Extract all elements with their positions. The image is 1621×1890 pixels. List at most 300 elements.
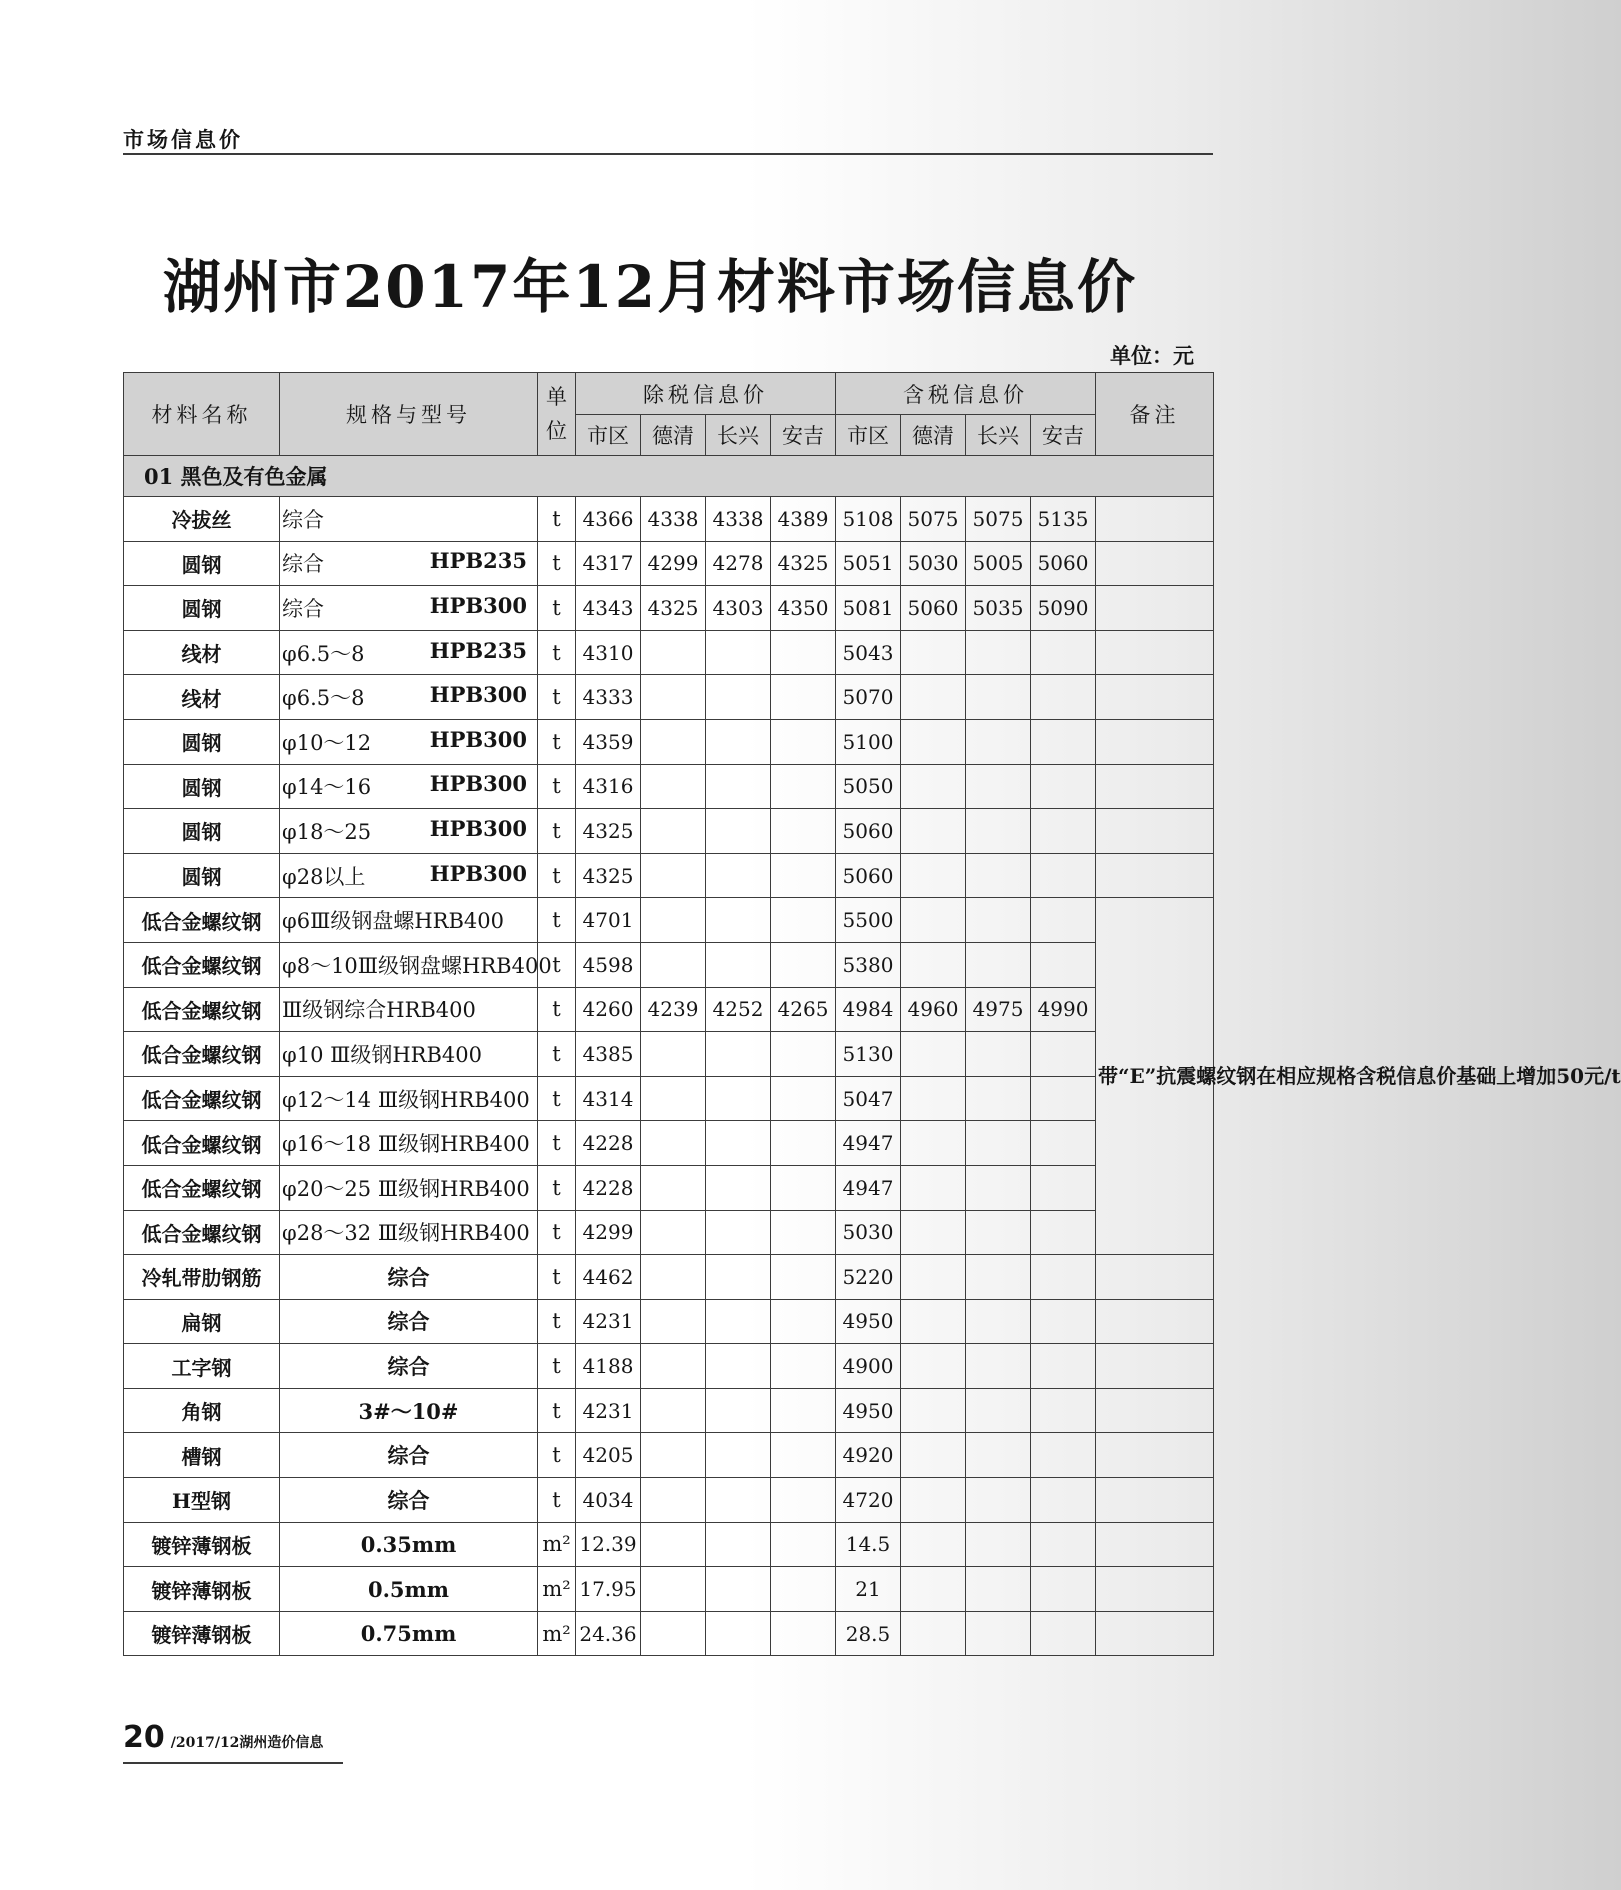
spec-text: φ10 Ⅲ级钢HRB400 — [282, 1042, 482, 1067]
ex-tax-price: 4325 — [641, 586, 706, 631]
footer-rule — [123, 1762, 343, 1764]
ex-tax-price: 24.36 — [576, 1611, 641, 1656]
unit-cell: t — [538, 809, 576, 854]
inc-tax-price — [1031, 1611, 1096, 1656]
table-row — [124, 1611, 1214, 1656]
table-row — [124, 630, 1214, 675]
spec-cell — [280, 898, 538, 943]
table-row — [124, 942, 1214, 987]
ex-tax-price — [771, 1388, 836, 1433]
inc-tax-price — [966, 1121, 1031, 1166]
ex-tax-price: 4239 — [641, 987, 706, 1032]
spec-cell — [280, 586, 538, 631]
material-name: 圆钢 — [124, 719, 280, 764]
inc-tax-price — [1031, 942, 1096, 987]
ex-tax-price: 4325 — [576, 853, 641, 898]
inc-tax-price — [901, 898, 966, 943]
inc-tax-price — [901, 630, 966, 675]
inc-tax-price — [1031, 1478, 1096, 1523]
unit-cell: m² — [538, 1522, 576, 1567]
spec-cell — [280, 675, 538, 720]
inc-tax-price — [901, 1611, 966, 1656]
inc-tax-price: 4920 — [836, 1433, 901, 1478]
ex-tax-price — [641, 1255, 706, 1300]
ex-tax-price — [641, 1344, 706, 1389]
col-header-region: 德清 — [641, 415, 706, 456]
inc-tax-price: 21 — [836, 1567, 901, 1612]
inc-tax-price — [966, 719, 1031, 764]
ex-tax-price — [641, 1478, 706, 1523]
steel-grade: HPB300 — [429, 815, 527, 841]
inc-tax-price: 5047 — [836, 1076, 901, 1121]
ex-tax-price — [706, 809, 771, 854]
ex-tax-price — [771, 1076, 836, 1121]
spec-text: 综合 — [282, 507, 324, 532]
inc-tax-price — [1031, 1210, 1096, 1255]
spec-text: 0.35mm — [360, 1531, 457, 1557]
inc-tax-price — [901, 942, 966, 987]
spec-cell — [280, 1433, 538, 1478]
inc-tax-price — [966, 1611, 1031, 1656]
table-row — [124, 1344, 1214, 1389]
inc-tax-price — [1031, 675, 1096, 720]
inc-tax-price: 5030 — [836, 1210, 901, 1255]
spec-text: φ28～32 Ⅲ级钢HRB400 — [282, 1221, 530, 1246]
inc-tax-price — [1031, 853, 1096, 898]
ex-tax-price — [771, 630, 836, 675]
steel-grade: HPB300 — [429, 682, 527, 708]
note-cell-empty — [1096, 1611, 1214, 1656]
table-row — [124, 1032, 1214, 1077]
ex-tax-price — [771, 675, 836, 720]
table-row — [124, 719, 1214, 764]
col-header-region: 安吉 — [771, 415, 836, 456]
inc-tax-price — [901, 1121, 966, 1166]
table-row — [124, 898, 1214, 943]
ex-tax-price — [706, 1210, 771, 1255]
material-name: 圆钢 — [124, 541, 280, 586]
material-name: 镀锌薄钢板 — [124, 1611, 280, 1656]
ex-tax-price — [771, 942, 836, 987]
ex-tax-price: 4228 — [576, 1121, 641, 1166]
unit-cell: t — [538, 1076, 576, 1121]
unit-cell: t — [538, 942, 576, 987]
material-name: 圆钢 — [124, 809, 280, 854]
spec-text: φ18～25 — [282, 819, 372, 844]
material-name: 冷拔丝 — [124, 497, 280, 542]
table-row — [124, 1210, 1214, 1255]
steel-grade: HPB300 — [429, 592, 527, 618]
inc-tax-price: 5500 — [836, 898, 901, 943]
unit-cell: t — [538, 1032, 576, 1077]
table-row — [124, 541, 1214, 586]
table-row — [124, 764, 1214, 809]
unit-cell: t — [538, 497, 576, 542]
ex-tax-price: 4299 — [641, 541, 706, 586]
inc-tax-price — [966, 898, 1031, 943]
col-header-region: 德清 — [901, 415, 966, 456]
spec-cell — [280, 1121, 538, 1166]
note-cell-empty — [1096, 1299, 1214, 1344]
col-header-spec: 规格与型号 — [280, 373, 538, 456]
material-name: 低合金螺纹钢 — [124, 987, 280, 1032]
ex-tax-price — [706, 1567, 771, 1612]
ex-tax-price — [706, 1344, 771, 1389]
material-name: 低合金螺纹钢 — [124, 1076, 280, 1121]
material-name: 圆钢 — [124, 853, 280, 898]
spec-text: 综合 — [282, 552, 324, 577]
col-header-unit: 单位 — [538, 373, 576, 456]
ex-tax-price: 4252 — [706, 987, 771, 1032]
inc-tax-price — [1031, 1255, 1096, 1300]
material-name: 低合金螺纹钢 — [124, 1032, 280, 1077]
inc-tax-price — [1031, 1299, 1096, 1344]
ex-tax-price — [641, 942, 706, 987]
ex-tax-price — [641, 1567, 706, 1612]
ex-tax-price — [771, 1121, 836, 1166]
ex-tax-price: 4231 — [576, 1299, 641, 1344]
ex-tax-price — [706, 1478, 771, 1523]
inc-tax-price: 5135 — [1031, 497, 1096, 542]
ex-tax-price — [706, 942, 771, 987]
steel-grade: HPB235 — [429, 637, 527, 663]
note-cell-empty — [1096, 1478, 1214, 1523]
inc-tax-price — [1031, 1032, 1096, 1077]
ex-tax-price — [771, 1210, 836, 1255]
ex-tax-price — [771, 1255, 836, 1300]
ex-tax-price — [771, 764, 836, 809]
unit-cell: m² — [538, 1567, 576, 1612]
ex-tax-price — [771, 1032, 836, 1077]
inc-tax-price — [901, 853, 966, 898]
spec-text: 综合 — [387, 1264, 430, 1290]
note-cell-empty — [1096, 719, 1214, 764]
inc-tax-price — [901, 1076, 966, 1121]
note-cell-empty — [1096, 1433, 1214, 1478]
ex-tax-price: 4333 — [576, 675, 641, 720]
spec-cell — [280, 764, 538, 809]
spec-text: 综合 — [387, 1487, 430, 1513]
inc-tax-price — [966, 1165, 1031, 1210]
spec-text: φ6Ⅲ级钢盘螺HRB400 — [282, 909, 504, 934]
inc-tax-price — [966, 1299, 1031, 1344]
material-name: 线材 — [124, 630, 280, 675]
table-row — [124, 1433, 1214, 1478]
ex-tax-price — [706, 764, 771, 809]
spec-text: 综合 — [282, 596, 324, 621]
ex-tax-price: 4299 — [576, 1210, 641, 1255]
ex-tax-price: 4317 — [576, 541, 641, 586]
ex-tax-price — [641, 675, 706, 720]
ex-tax-price — [771, 1522, 836, 1567]
section-label: 市场信息价 — [123, 127, 243, 152]
material-name: 扁钢 — [124, 1299, 280, 1344]
table-row — [124, 1567, 1214, 1612]
inc-tax-price — [1031, 719, 1096, 764]
ex-tax-price — [641, 1032, 706, 1077]
note-cell-empty — [1096, 1388, 1214, 1433]
note-cell-empty — [1096, 675, 1214, 720]
table-row — [124, 987, 1214, 1032]
inc-tax-price: 5060 — [901, 586, 966, 631]
spec-cell — [280, 630, 538, 675]
ex-tax-price — [641, 1076, 706, 1121]
inc-tax-price — [1031, 1522, 1096, 1567]
inc-tax-price — [1031, 1433, 1096, 1478]
ex-tax-price: 4350 — [771, 586, 836, 631]
inc-tax-price: 5043 — [836, 630, 901, 675]
inc-tax-price: 5005 — [966, 541, 1031, 586]
inc-tax-price: 4975 — [966, 987, 1031, 1032]
inc-tax-price — [966, 1388, 1031, 1433]
spec-text: φ14～16 — [282, 775, 372, 800]
inc-tax-price — [1031, 1165, 1096, 1210]
inc-tax-price: 5380 — [836, 942, 901, 987]
ex-tax-price — [706, 719, 771, 764]
material-name: 低合金螺纹钢 — [124, 1121, 280, 1166]
inc-tax-price — [901, 1344, 966, 1389]
ex-tax-price — [706, 1611, 771, 1656]
table-row — [124, 1255, 1214, 1300]
publication-name: /2017/12湖州造价信息 — [170, 1735, 324, 1751]
unit-cell: t — [538, 586, 576, 631]
unit-label: 单位：元 — [1110, 343, 1194, 368]
material-name: 工字钢 — [124, 1344, 280, 1389]
ex-tax-price — [706, 1388, 771, 1433]
ex-tax-price: 4265 — [771, 987, 836, 1032]
ex-tax-price — [706, 853, 771, 898]
steel-grade: HPB300 — [429, 726, 527, 752]
inc-tax-price: 5060 — [1031, 541, 1096, 586]
page-title: 湖州市2017年12月材料市场信息价 — [162, 253, 1138, 321]
inc-tax-price — [1031, 1567, 1096, 1612]
inc-tax-price — [1031, 1344, 1096, 1389]
inc-tax-price: 5081 — [836, 586, 901, 631]
ex-tax-price — [706, 675, 771, 720]
ex-tax-price — [706, 1121, 771, 1166]
unit-cell: m² — [538, 1611, 576, 1656]
ex-tax-price — [771, 809, 836, 854]
inc-tax-price — [966, 764, 1031, 809]
spec-cell — [280, 942, 552, 987]
inc-tax-price: 5051 — [836, 541, 901, 586]
ex-tax-price — [641, 1433, 706, 1478]
ex-tax-price: 4366 — [576, 497, 641, 542]
inc-tax-price — [901, 1032, 966, 1077]
ex-tax-price — [641, 764, 706, 809]
inc-tax-price: 4947 — [836, 1165, 901, 1210]
note-cell-empty — [1096, 764, 1214, 809]
inc-tax-price — [901, 1433, 966, 1478]
unit-cell: t — [538, 1121, 576, 1166]
ex-tax-price: 4034 — [576, 1478, 641, 1523]
ex-tax-price — [641, 898, 706, 943]
spec-text: 综合 — [387, 1309, 430, 1335]
inc-tax-price — [901, 1567, 966, 1612]
inc-tax-price: 4990 — [1031, 987, 1096, 1032]
col-header-region: 长兴 — [966, 415, 1031, 456]
spec-cell — [280, 497, 538, 542]
ex-tax-price — [706, 630, 771, 675]
inc-tax-price — [966, 942, 1031, 987]
inc-tax-price — [901, 1522, 966, 1567]
ex-tax-price — [771, 1433, 836, 1478]
inc-tax-price — [966, 1210, 1031, 1255]
material-name: 低合金螺纹钢 — [124, 942, 280, 987]
inc-tax-price — [966, 1344, 1031, 1389]
col-header-region: 长兴 — [706, 415, 771, 456]
inc-tax-price: 14.5 — [836, 1522, 901, 1567]
spec-text: φ10～12 — [282, 730, 372, 755]
inc-tax-price: 5220 — [836, 1255, 901, 1300]
note-cell-empty — [1096, 586, 1214, 631]
inc-tax-price: 5090 — [1031, 586, 1096, 631]
material-name: 槽钢 — [124, 1433, 280, 1478]
ex-tax-price: 4359 — [576, 719, 641, 764]
ex-tax-price: 4385 — [576, 1032, 641, 1077]
inc-tax-price — [901, 1210, 966, 1255]
ex-tax-price: 4389 — [771, 497, 836, 542]
spec-cell — [280, 1567, 538, 1612]
ex-tax-price: 4303 — [706, 586, 771, 631]
inc-tax-price — [966, 1478, 1031, 1523]
spec-text: φ20～25 Ⅲ级钢HRB400 — [282, 1176, 530, 1201]
inc-tax-price — [901, 675, 966, 720]
col-header-note: 备注 — [1096, 373, 1214, 456]
table-row — [124, 1478, 1214, 1523]
ex-tax-price: 4343 — [576, 586, 641, 631]
material-name: H型钢 — [124, 1478, 280, 1523]
steel-grade: HPB300 — [429, 771, 527, 797]
inc-tax-price — [1031, 764, 1096, 809]
ex-tax-price — [771, 1299, 836, 1344]
unit-cell: t — [538, 1344, 576, 1389]
inc-tax-price: 5108 — [836, 497, 901, 542]
note-cell-empty — [1096, 853, 1214, 898]
inc-tax-price — [966, 630, 1031, 675]
spec-cell — [280, 541, 538, 586]
table-row — [124, 1121, 1214, 1166]
price-table — [123, 372, 1621, 1656]
ex-tax-price: 4314 — [576, 1076, 641, 1121]
spec-text: φ6.5～8 — [282, 686, 365, 711]
spec-text: 0.5mm — [368, 1576, 449, 1602]
ex-tax-price — [706, 1032, 771, 1077]
inc-tax-price: 5060 — [836, 809, 901, 854]
spec-cell — [280, 1165, 538, 1210]
inc-tax-price: 5100 — [836, 719, 901, 764]
unit-cell: t — [538, 1210, 576, 1255]
ex-tax-price: 4462 — [576, 1255, 641, 1300]
inc-tax-price: 4947 — [836, 1121, 901, 1166]
ex-tax-price — [641, 630, 706, 675]
spec-text: φ28以上 — [282, 864, 366, 889]
ex-tax-price: 4598 — [576, 942, 641, 987]
ex-tax-price — [641, 1165, 706, 1210]
col-header-inc-tax: 含税信息价 — [836, 373, 1096, 415]
spec-cell — [280, 853, 538, 898]
table-row — [124, 675, 1214, 720]
material-name: 镀锌薄钢板 — [124, 1567, 280, 1612]
inc-tax-price — [1031, 630, 1096, 675]
inc-tax-price — [966, 853, 1031, 898]
spec-text: 综合 — [387, 1354, 430, 1380]
spec-cell — [280, 1388, 538, 1433]
ex-tax-price — [641, 1121, 706, 1166]
ex-tax-price — [706, 1076, 771, 1121]
table-row — [124, 1076, 1214, 1121]
spec-cell — [280, 809, 538, 854]
ex-tax-price: 4260 — [576, 987, 641, 1032]
spec-cell — [280, 1344, 538, 1389]
ex-tax-price — [771, 1344, 836, 1389]
note-cell-empty — [1096, 630, 1214, 675]
spec-cell — [280, 1611, 538, 1656]
steel-grade: HPB300 — [429, 860, 527, 886]
unit-cell: t — [538, 1299, 576, 1344]
inc-tax-price — [1031, 1076, 1096, 1121]
note-cell: 带“E”抗震螺纹钢在相应规格含税信息价基础上增加50元/t — [1096, 898, 1214, 1255]
col-header-region: 安吉 — [1031, 415, 1096, 456]
inc-tax-price: 5075 — [901, 497, 966, 542]
inc-tax-price — [966, 1433, 1031, 1478]
ex-tax-price — [771, 853, 836, 898]
ex-tax-price: 4228 — [576, 1165, 641, 1210]
material-name: 低合金螺纹钢 — [124, 1210, 280, 1255]
spec-cell — [280, 1032, 538, 1077]
inc-tax-price: 5030 — [901, 541, 966, 586]
unit-cell: t — [538, 987, 576, 1032]
spec-text: φ8～10Ⅲ级钢盘螺HRB400 — [282, 953, 552, 978]
inc-tax-price — [901, 719, 966, 764]
ex-tax-price — [641, 1210, 706, 1255]
ex-tax-price — [706, 1433, 771, 1478]
inc-tax-price — [966, 1076, 1031, 1121]
ex-tax-price — [641, 853, 706, 898]
inc-tax-price — [966, 809, 1031, 854]
ex-tax-price: 4701 — [576, 898, 641, 943]
spec-text: φ6.5～8 — [282, 641, 365, 666]
ex-tax-price: 4325 — [771, 541, 836, 586]
inc-tax-price: 5050 — [836, 764, 901, 809]
inc-tax-price — [901, 1388, 966, 1433]
unit-cell: t — [538, 719, 576, 764]
note-cell-empty — [1096, 1567, 1214, 1612]
spec-cell — [280, 1478, 538, 1523]
unit-cell: t — [538, 1478, 576, 1523]
ex-tax-price: 4338 — [706, 497, 771, 542]
inc-tax-price: 4960 — [901, 987, 966, 1032]
inc-tax-price: 4900 — [836, 1344, 901, 1389]
inc-tax-price: 5130 — [836, 1032, 901, 1077]
ex-tax-price — [771, 1567, 836, 1612]
ex-tax-price — [641, 1299, 706, 1344]
inc-tax-price — [901, 1299, 966, 1344]
table-row — [124, 1299, 1214, 1344]
page-number: 20 — [123, 1720, 165, 1755]
col-header-region: 市区 — [836, 415, 901, 456]
inc-tax-price: 5075 — [966, 497, 1031, 542]
unit-cell: t — [538, 541, 576, 586]
ex-tax-price — [641, 1388, 706, 1433]
ex-tax-price — [641, 1611, 706, 1656]
inc-tax-price — [1031, 898, 1096, 943]
note-cell-empty — [1096, 1344, 1214, 1389]
ex-tax-price: 4316 — [576, 764, 641, 809]
spec-cell — [280, 1210, 538, 1255]
ex-tax-price — [771, 1165, 836, 1210]
ex-tax-price — [706, 1255, 771, 1300]
